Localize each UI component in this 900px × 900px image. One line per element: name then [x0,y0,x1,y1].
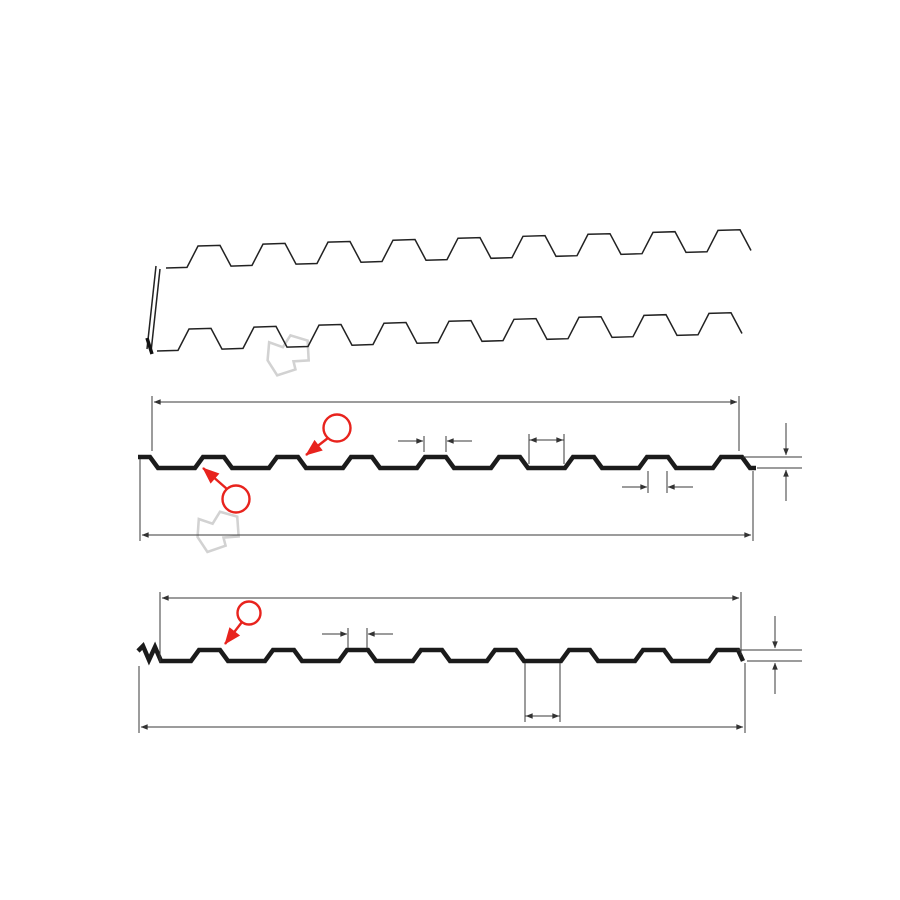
sheet-3d-view [147,230,751,354]
section-r-callouts [225,602,261,645]
sheet-cut-edge [147,266,160,354]
section-r-profile [138,646,743,661]
section-a-profile [138,457,756,468]
section-a-callouts [203,415,351,513]
